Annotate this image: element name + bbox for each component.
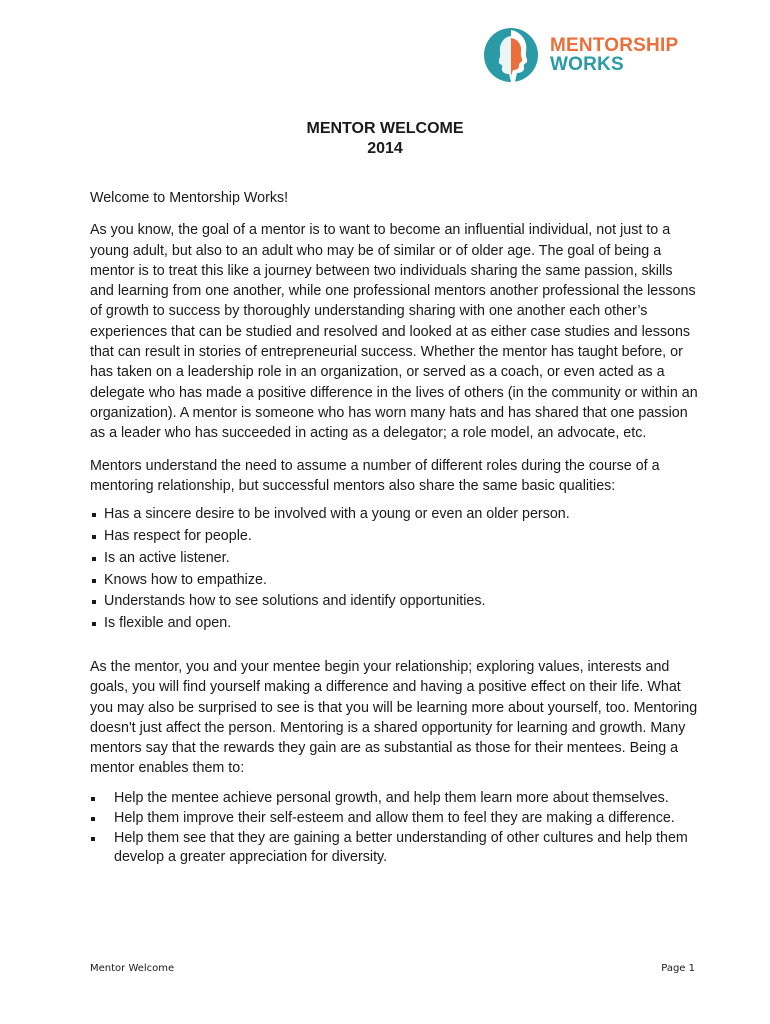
- list-item: Help them improve their self-esteem and allow them to feel they are making a difference.: [90, 809, 700, 828]
- list-item: Is flexible and open.: [90, 613, 700, 635]
- footer-page-number: Page 1: [661, 963, 695, 974]
- list-item: Has respect for people.: [90, 526, 700, 548]
- list-item: Is an active listener.: [90, 548, 700, 570]
- benefits-list: [90, 789, 700, 868]
- list-item: Has a sincere desire to be involved with a young or even an older person.: [90, 504, 700, 526]
- list-item: Help them see that they are gaining a better understanding of other cultures and help them develop a greater appreciation for diversity.: [90, 829, 700, 867]
- list-item: Help the mentee achieve personal growth, and help them learn more about themselves.: [90, 789, 700, 808]
- document-title: [0, 119, 770, 159]
- mentor-heads-logo-icon: [482, 26, 544, 84]
- footer-document-name: Mentor Welcome: [90, 963, 175, 974]
- title-line-1: MENTOR WELCOME: [306, 120, 464, 137]
- list-item: Understands how to see solutions and identify opportunities.: [90, 591, 700, 613]
- roles-paragraph: Mentors understand the need to assume a number of different roles during the course of a mentoring relationship, but successful mentors also share the same basic qualities:: [90, 457, 660, 494]
- logo-line-2: WORKS: [550, 54, 624, 75]
- logo-wordmark: [550, 36, 678, 74]
- intro-paragraph: As you know, the goal of a mentor is to want to become an influential individual, not just to a young adult, but also to an adult who may be of similar or of older age. The goal of being a mentor is to treat this like a journey between two individuals sharing the same passion, skills and learning from one another, while one professional mentors another professional the lessons of growth to success by thoroughly understanding sharing with one another each other’s experiences that can be studied and resolved and looked at as either case studies and lessons that can result in stories of entrepreneurial success. Whether the mentor has taught before, or has taken on a leadership role in an organization, or served as a coach, or even acted as a delegate who has made a positive difference in the lives of others (in the community or within an organization). A mentor is someone who has worn many hats and has shared that one passion as a leader who has succeeded in acting as a delegator; a role model, an advocate, etc.: [90, 222, 698, 442]
- title-line-2: 2014: [367, 140, 403, 157]
- document-body: [90, 188, 700, 869]
- welcome-line: Welcome to Mentorship Works!: [90, 190, 289, 206]
- mentor-paragraph: As the mentor, you and your mentee begin your relationship; exploring values, interests and goals, you will find yourself making a difference and having a positive effect on their life. What you may also be surprised to see is that you will be learning more about yourself, too. Mentoring doesn't just affect the person. Mentoring is a shared opportunity for learning and growth. Many mentors say that the rewards they gain are as substantial as those for their mentees. Being a mentor enables them to:: [90, 658, 698, 777]
- qualities-list: [90, 504, 700, 635]
- mentorship-works-logo: [482, 26, 722, 84]
- list-item: Knows how to empathize.: [90, 570, 700, 592]
- logo-line-1: MENTORSHIP: [550, 35, 679, 56]
